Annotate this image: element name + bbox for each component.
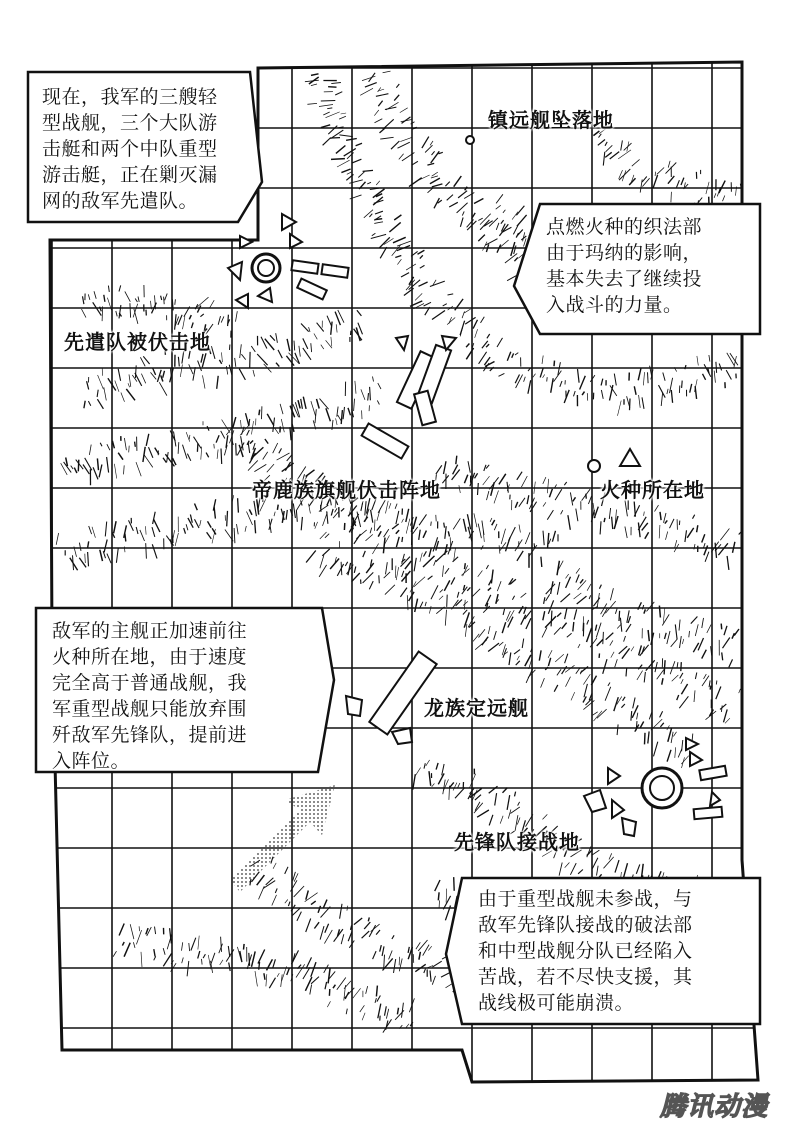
label-ambush-site: 先遣队被伏击地 bbox=[64, 330, 211, 354]
narration-weaving-dept: 点燃火种的织法部 由于玛纳的影响， 基本失去了继续投 入战斗的力量。 bbox=[546, 216, 703, 316]
narration-enemy-flagship: 敌军的主舰正加速前往 火种所在地，由于速度 完全高于普通战舰，我 军重型战舰只能放弃围 歼敌军先锋队，提前进 入阵位。 bbox=[52, 620, 248, 772]
label-flagship-ambush: 帝鹿族旗舰伏击阵地 bbox=[252, 478, 441, 502]
crash-site-marker bbox=[466, 136, 474, 144]
label-vanguard-battle: 先锋队接战地 bbox=[454, 830, 580, 854]
label-fire-seed: 火种所在地 bbox=[600, 478, 705, 502]
label-dragon-ship: 龙族定远舰 bbox=[424, 696, 529, 720]
narration-allied-fleet: 现在，我军的三艘轻 型战舰，三个大队游 击艇和两个中队重型 游击艇，正在剿灭漏 网的敌军先遣队。 bbox=[42, 86, 218, 212]
watermark-logo: 腾讯动漫 bbox=[660, 1092, 769, 1122]
label-crash-site: 镇远舰坠落地 bbox=[488, 108, 614, 132]
narration-vanguard-engagement: 由于重型战舰未参战，与 敌军先锋队接战的破法部 和中型战舰分队已经陷入 苦战，若不尽快支援，其 战线极可能崩溃。 bbox=[478, 888, 693, 1014]
